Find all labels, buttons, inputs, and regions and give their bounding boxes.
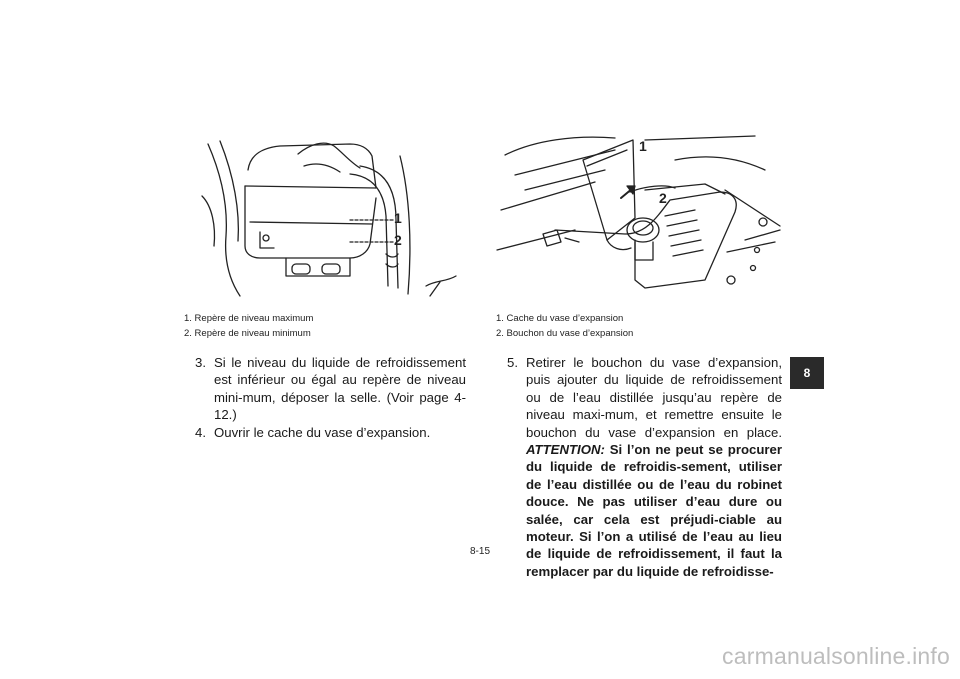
list-item xyxy=(180,354,466,424)
list-item xyxy=(180,424,466,441)
caption-item: 2. Repère de niveau minimum xyxy=(184,328,311,339)
left-column xyxy=(180,354,466,441)
step-number: 5. xyxy=(507,355,518,370)
callout-2: 2 xyxy=(659,190,667,206)
figure-left-caption xyxy=(184,311,313,341)
step-text: Si le niveau du liquide de refroidissement est inférieur ou égal au repère de niveau mini-mum, déposer la selle. (Voir page 4-12.) xyxy=(214,355,466,423)
callout-1: 1 xyxy=(639,138,647,154)
attention-label: ATTENTION: xyxy=(526,442,605,458)
section-tab: 8 xyxy=(790,357,824,389)
step-text: Retirer le bouchon du vase d’expansion, puis ajouter du liquide de refroidissement ou de l’eau distillée jusqu’au repère de niveau maxi-mum, et remettre ensuite le bouchon du vase d’expansion en place. xyxy=(526,355,782,440)
caption-item: 2. Bouchon du vase d’expansion xyxy=(496,328,634,339)
step-text: Ouvrir le cache du vase d’expansion. xyxy=(214,424,431,440)
figure-coolant-reservoir xyxy=(200,136,465,301)
step-number: 3. xyxy=(195,355,206,370)
attention-text: Si l’on ne peut se procurer du liquide de refroidis-sement, utiliser de l’eau distillée ou de l’eau du robinet douce. Ne pas utiliser d’eau dure ou salée, car cela est préjudi-ciable au moteur. Si l’on a utilisé de l’eau au lieu de liquide de refroidissement, il faut la remplacer par du liquide de refroidisse- xyxy=(526,442,782,579)
figure-expansion-tank xyxy=(495,130,785,300)
step-number: 4. xyxy=(195,424,206,440)
callout-1: 1 xyxy=(394,210,402,226)
watermark: carmanualsonline.info xyxy=(722,643,950,669)
figure-right-caption xyxy=(496,311,633,341)
caption-item: 1. Repère de niveau maximum xyxy=(184,313,314,324)
caption-item: 1. Cache du vase d’expansion xyxy=(496,313,624,324)
page-number: 8-15 xyxy=(469,546,490,557)
callout-2: 2 xyxy=(394,232,402,248)
